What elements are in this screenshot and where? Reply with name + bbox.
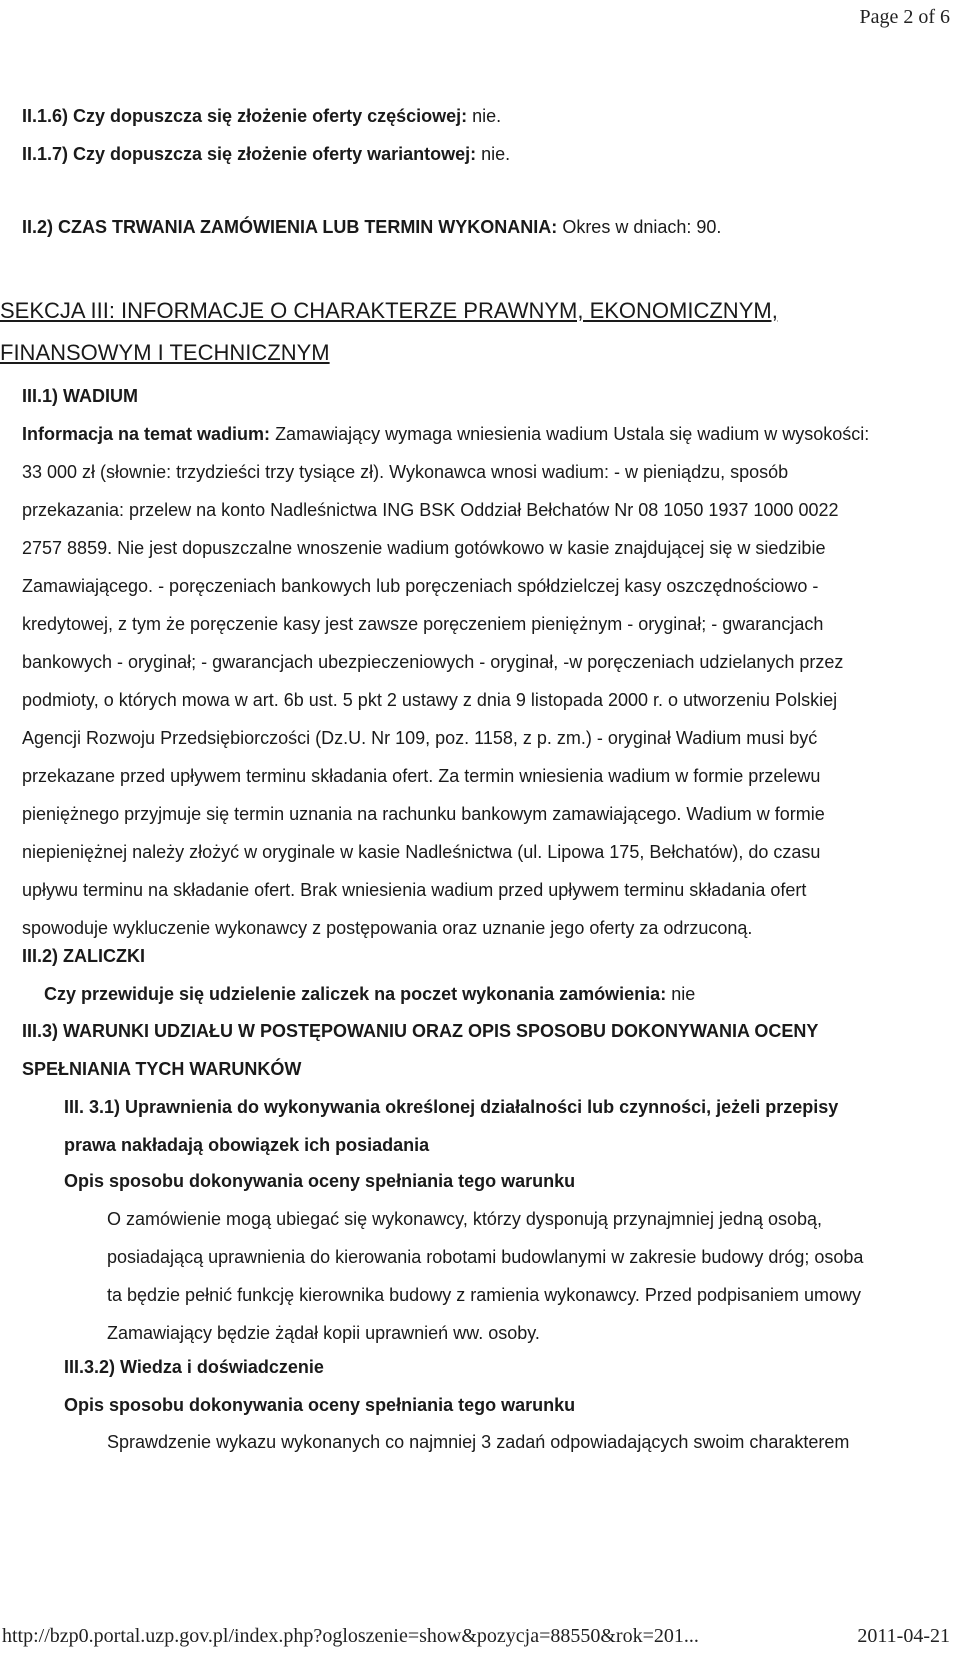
wadium-line: upływu terminu na składanie ofert. Brak wniesienia wadium przed upływem terminu składania ofert <box>22 880 807 900</box>
wadium-line: bankowych - oryginał; - gwarancjach ubezpieczeniowych - oryginał, -w poręczeniach udzielanych przez <box>22 652 844 672</box>
wadium-paragraph <box>22 415 869 947</box>
section-ii-1-7-value: nie. <box>476 144 511 164</box>
condition-line: posiadającą uprawnienia do kierowania robotami budowlanymi w zakresie budowy dróg; osoba <box>107 1247 864 1267</box>
footer-url: http://bzp0.portal.uzp.gov.pl/index.php?ogloszenie=show&pozycja=88550&rok=201... <box>2 1625 699 1647</box>
condition-line: Zamawiający będzie żądał kopii uprawnień ww. osoby. <box>107 1323 540 1343</box>
wadium-line: przekazane przed upływem terminu składania ofert. Za termin wniesienia wadium w formie przelewu <box>22 766 821 786</box>
section-ii-1-7-label: II.1.7) Czy dopuszcza się złożenie oferty wariantowej: <box>22 144 477 164</box>
section-iii-3-1-heading-line-2: prawa nakładają obowiązek ich posiadania <box>64 1135 430 1155</box>
section-iii-3-heading <box>22 1012 818 1088</box>
section-iii-title-line-1: SEKCJA III: INFORMACJE O CHARAKTERZE PRAWNYM, EKONOMICZNYM, <box>0 298 778 323</box>
wadium-line: Agencji Rozwoju Przedsiębiorczości (Dz.U. Nr 109, poz. 1158, z p. zm.) - oryginał Wadium musi być <box>22 728 818 748</box>
wadium-line: spowoduje wykluczenie wykonawcy z postępowania oraz uznanie jego oferty za odrzuconą. <box>22 918 753 938</box>
wadium-line <box>22 415 869 453</box>
footer-date: 2011-04-21 <box>857 1625 950 1647</box>
section-iii-3-1-heading <box>64 1088 838 1164</box>
section-iii-3-2-text: Sprawdzenie wykazu wykonanych co najmniej 3 zadań odpowiadających swoim charakterem <box>107 1432 850 1452</box>
section-iii-3-2-opis-label: Opis sposobu dokonywania oceny spełniania tego warunku <box>64 1395 576 1415</box>
section-iii-title-line-2: FINANSOWYM I TECHNICZNYM <box>0 340 330 365</box>
section-iii-3-2-heading: III.3.2) Wiedza i doświadczenie <box>64 1357 324 1377</box>
section-ii-1-6-label: II.1.6) Czy dopuszcza się złożenie oferty częściowej: <box>22 106 468 126</box>
section-iii-3-heading-line-1: III.3) WARUNKI UDZIAŁU W POSTĘPOWANIU ORAZ OPIS SPOSOBU DOKONYWANIA OCENY <box>22 1021 819 1041</box>
wadium-line: Zamawiającego. - poręczeniach bankowych lub poręczeniach spółdzielczej kasy oszczędnościowo - <box>22 576 819 596</box>
condition-line: O zamówienie mogą ubiegać się wykonawcy, którzy dysponują przynajmniej jedną osobą, <box>107 1209 823 1229</box>
wadium-line: przekazania: przelew na konto Nadleśnictwa ING BSK Oddział Bełchatów Nr 08 1050 1937 1000 0022 <box>22 500 839 520</box>
condition-line: ta będzie pełnić funkcję kierownika budowy z ramienia wykonawcy. Przed podpisaniem umowy <box>107 1285 862 1305</box>
wadium-line: 33 000 zł (słownie: trzydzieści trzy tysiące zł). Wykonawca wnosi wadium: - w pieniądzu, sposób <box>22 462 789 482</box>
wadium-line: podmioty, o których mowa w art. 6b ust. 5 pkt 2 ustawy z dnia 9 listopada 2000 r. o utworzeniu Polskiej <box>22 690 838 710</box>
wadium-line: pieniężnego przyjmuje się termin uznania na rachunku bankowym zamawiającego. Wadium w formie <box>22 804 825 824</box>
page-number: Page 2 of 6 <box>859 6 950 28</box>
section-iii-2-label: Czy przewiduje się udzielenie zaliczek na poczet wykonania zamówienia: <box>44 984 667 1004</box>
section-iii-2-heading: III.2) ZALICZKI <box>22 946 145 966</box>
section-ii-1-6 <box>22 97 501 135</box>
section-ii-2-value: Okres w dniach: 90. <box>557 217 722 237</box>
section-iii-3-1-heading-line-1: III. 3.1) Uprawnienia do wykonywania określonej działalności lub czynności, jeżeli przepisy <box>64 1097 839 1117</box>
section-iii-title <box>0 290 778 374</box>
page-footer <box>0 1625 960 1651</box>
section-ii-1-6-value: nie. <box>467 106 502 126</box>
section-iii-3-1-text <box>107 1200 863 1352</box>
wadium-label: Informacja na temat wadium: <box>22 424 271 444</box>
section-iii-2-value: nie <box>666 984 696 1004</box>
section-ii-2 <box>22 208 721 246</box>
wadium-line-text: Zamawiający wymaga wniesienia wadium Ustala się wadium w wysokości: <box>270 424 870 444</box>
section-iii-1-heading: III.1) WADIUM <box>22 386 138 406</box>
section-iii-3-heading-line-2: SPEŁNIANIA TYCH WARUNKÓW <box>22 1059 302 1079</box>
wadium-line: niepieniężnej należy złożyć w oryginale w kasie Nadleśnictwa (ul. Lipowa 175, Bełchatów), do czasu <box>22 842 821 862</box>
section-ii-1-7 <box>22 135 510 173</box>
section-iii-2-question <box>44 975 695 1013</box>
section-ii-2-label: II.2) CZAS TRWANIA ZAMÓWIENIA LUB TERMIN WYKONANIA: <box>22 217 558 237</box>
wadium-line: kredytowej, z tym że poręczenie kasy jest zawsze poręczeniem pieniężnym - oryginał; - gwarancjach <box>22 614 824 634</box>
wadium-line: 2757 8859. Nie jest dopuszczalne wnoszenie wadium gotówkowo w kasie znajdującej się w siedzibie <box>22 538 826 558</box>
section-iii-3-1-opis-label: Opis sposobu dokonywania oceny spełniania tego warunku <box>64 1171 576 1191</box>
